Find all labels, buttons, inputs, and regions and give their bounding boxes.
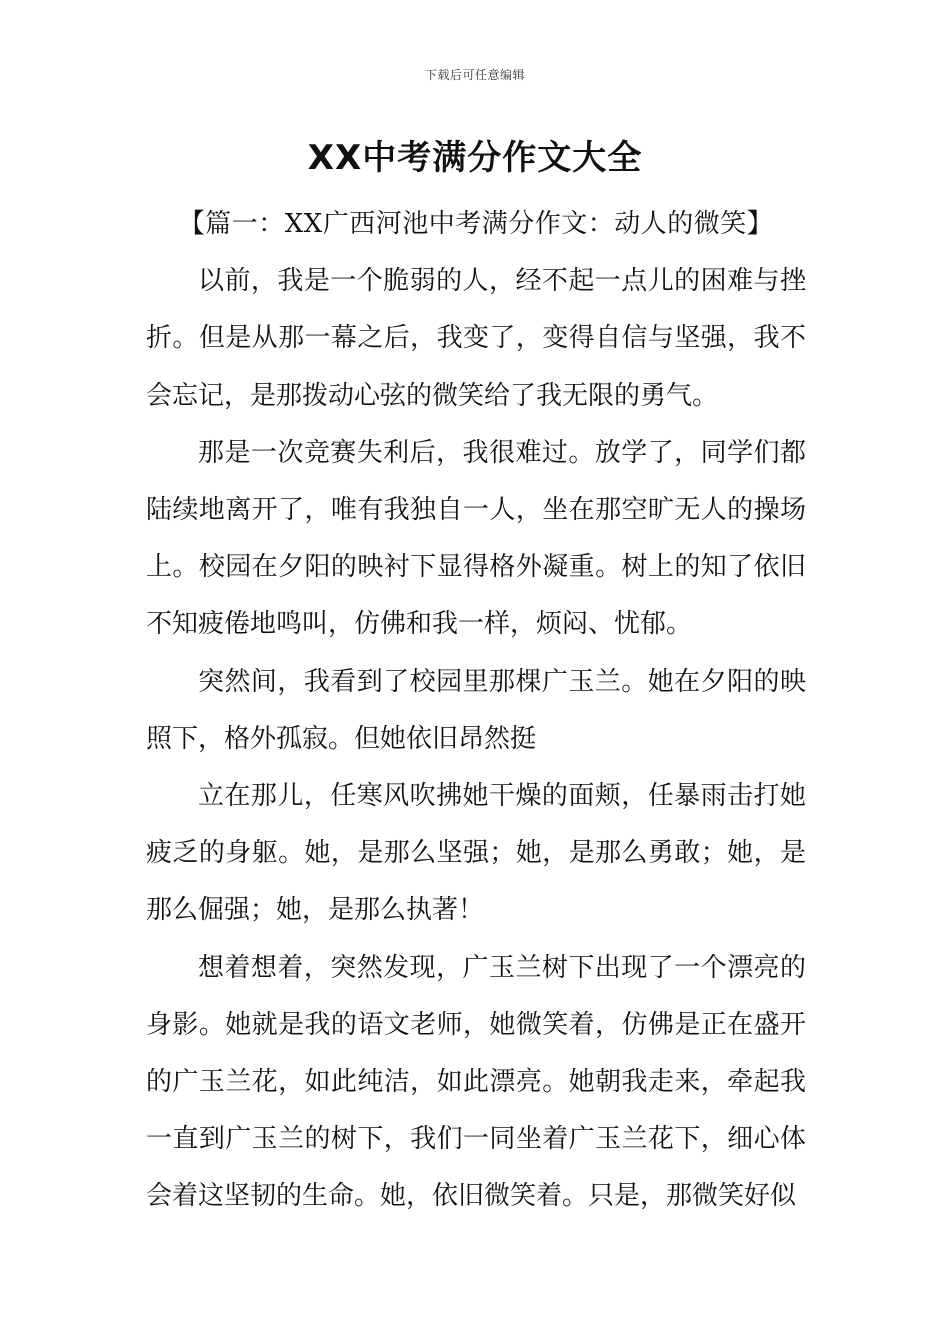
section-heading: 【篇一：XX广西河池中考满分作文：动人的微笑】 xyxy=(178,209,774,239)
paragraph: 想着想着，突然发现，广玉兰树下出现了一个漂亮的身影。她就是我的语文老师，她微笑着，仿佛是正在盛开的广玉兰花，如此纯洁，如此漂亮。她朝我走来，牵起我一直到广玉兰的树下，我们一同坐着广玉兰花下，细心体会着这坚韧的生命。她，依旧微笑着。只是，那微笑好似 xyxy=(146,952,806,1212)
paragraph: 以前，我是一个脆弱的人，经不起一点儿的困难与挫折。但是从那一幕之后，我变了，变得自信与坚强，我不会忘记，是那拨动心弦的微笑给了我无限的勇气。 xyxy=(146,266,806,411)
header-note: 下载后可任意编辑 xyxy=(424,68,525,82)
paragraph: 那是一次竞赛失利后，我很难过。放学了，同学们都陆续地离开了，唯有我独自一人，坐在那空旷无人的操场上。校园在夕阳的映衬下显得格外凝重。树上的知了依旧不知疲倦地鸣叫，仿佛和我一样，烦闷、忧郁。 xyxy=(146,437,806,640)
document-title: XX中考满分作文大全 xyxy=(307,138,643,178)
document-body xyxy=(146,196,806,1226)
paragraph: 突然间，我看到了校园里那棵广玉兰。她在夕阳的映照下，格外孤寂。但她依旧昂然挺 xyxy=(146,666,806,754)
paragraph: 立在那儿，任寒风吹拂她干燥的面颊，任暴雨击打她疲乏的身躯。她，是那么坚强；她，是那么勇敢；她，是那么倔强；她，是那么执著！ xyxy=(146,781,806,926)
